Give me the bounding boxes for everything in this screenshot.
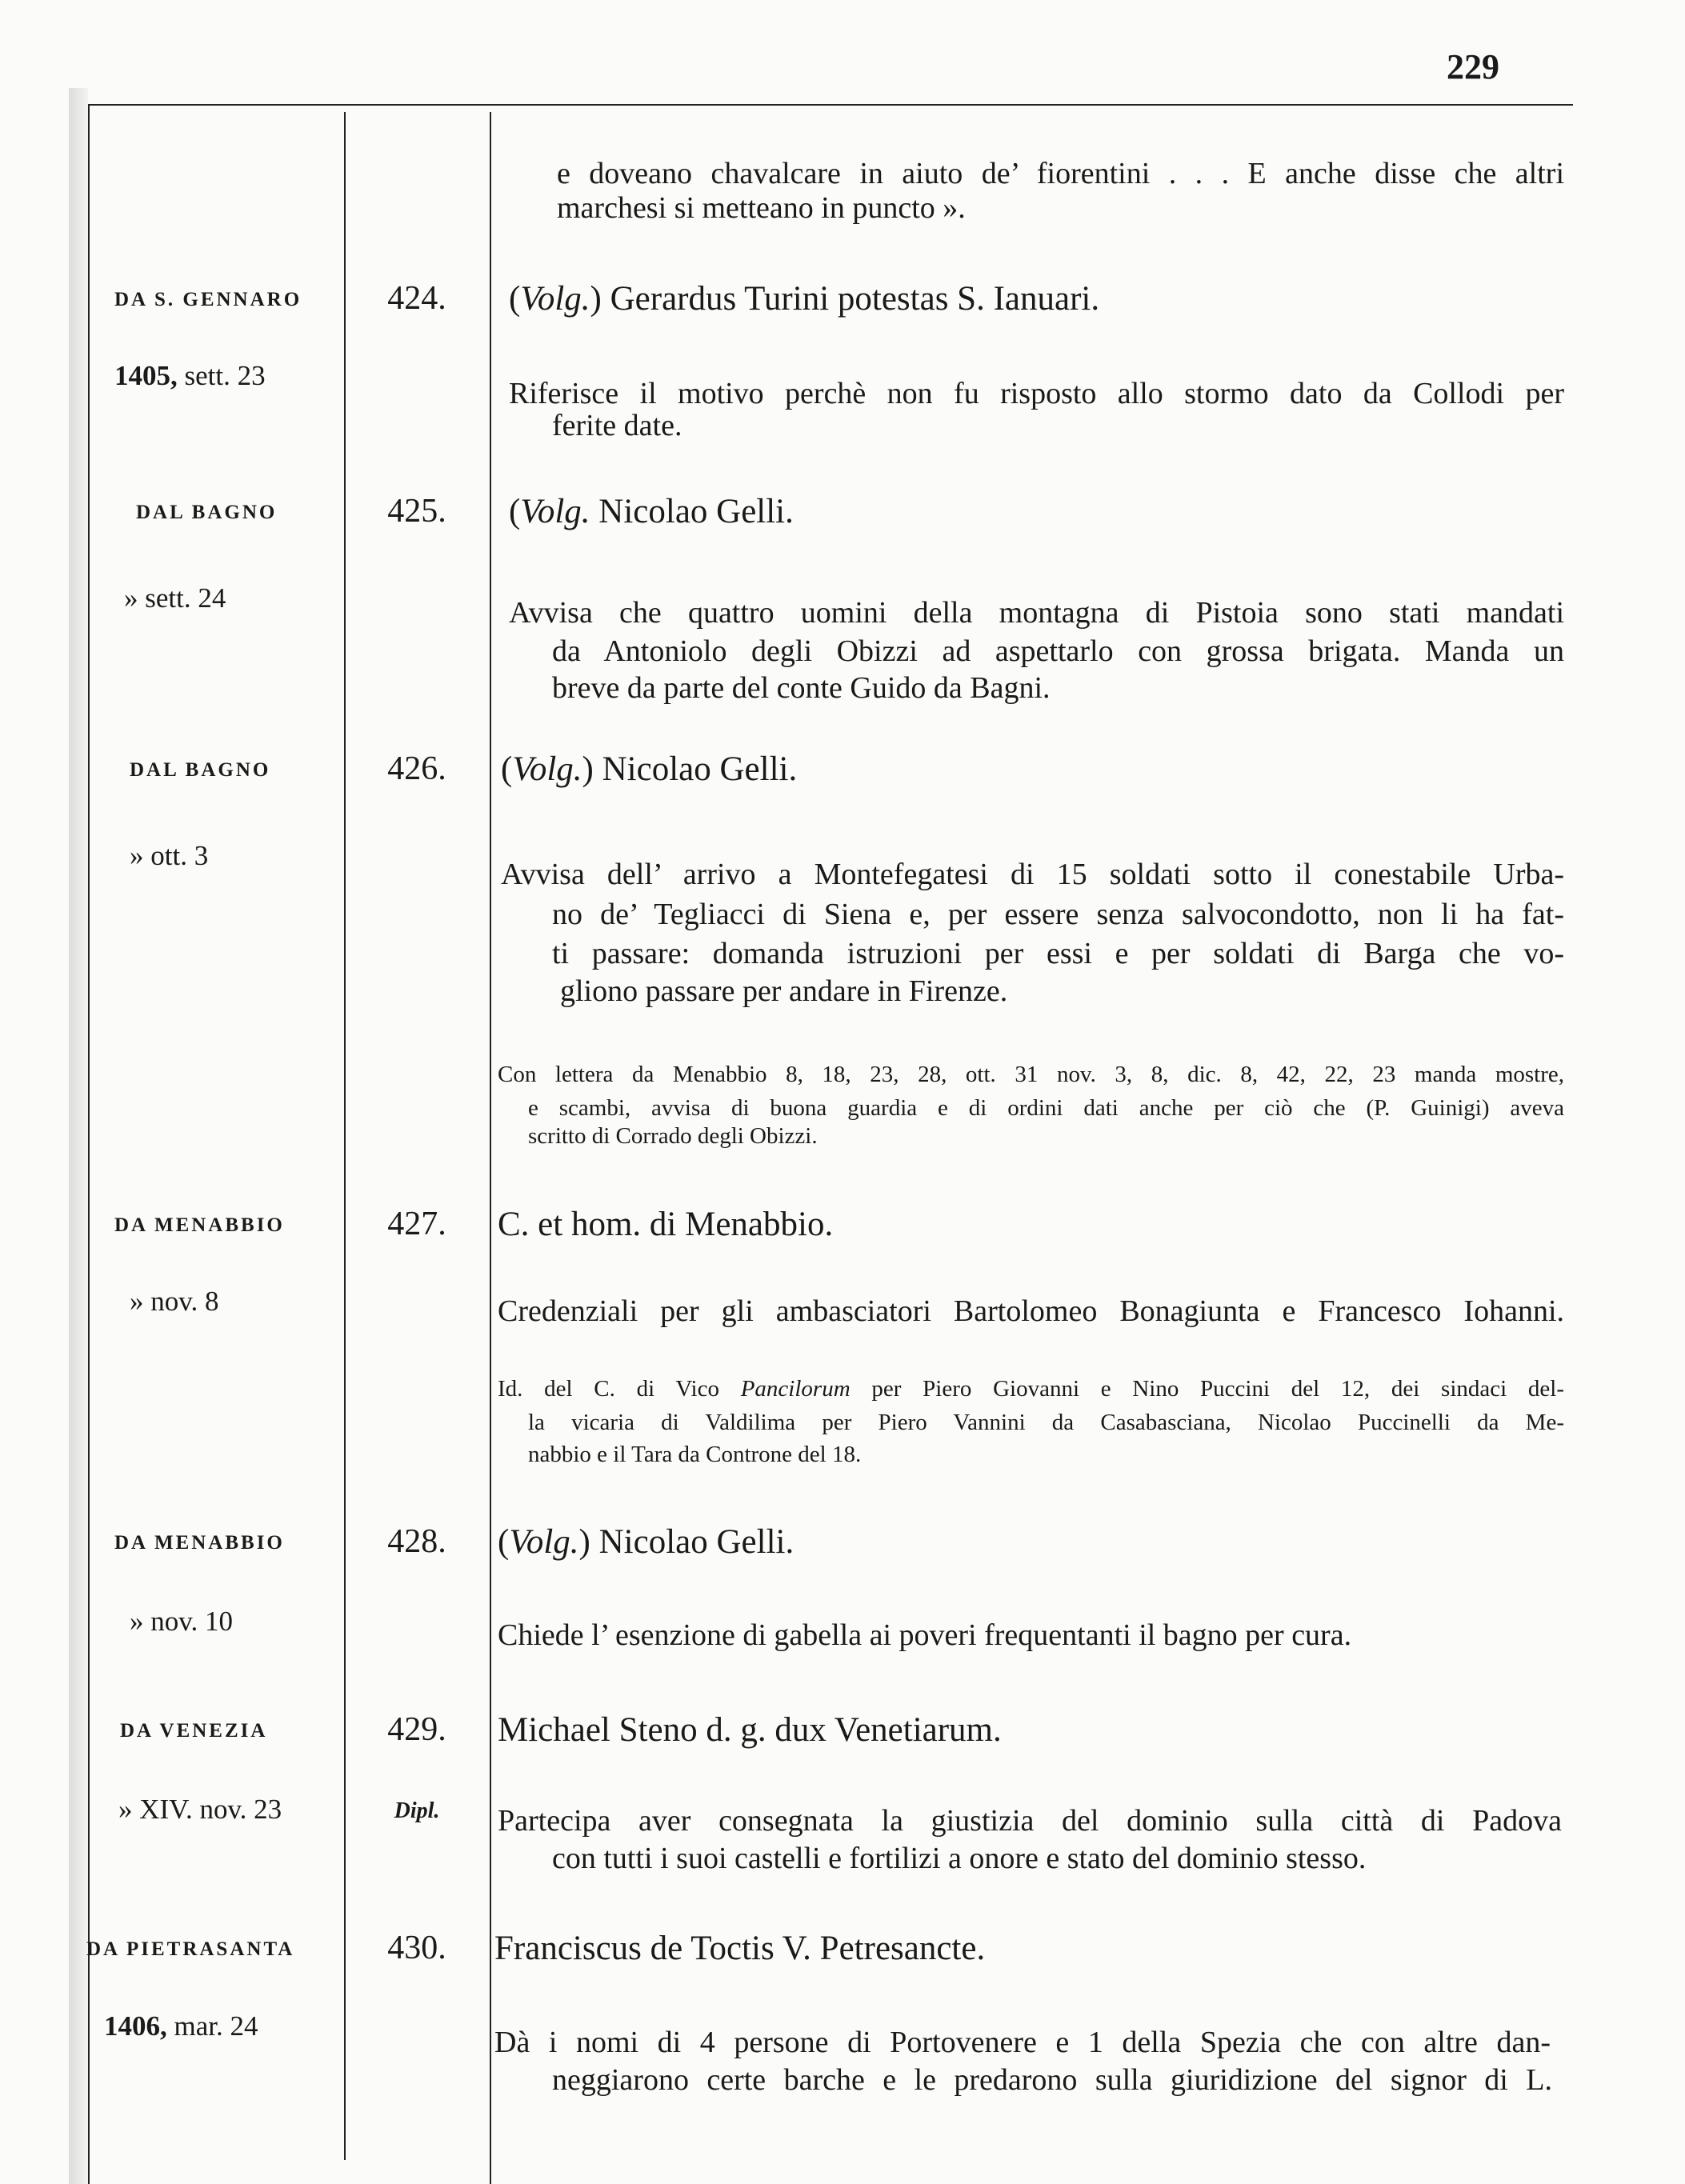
entry-heading: (Volg.) Gerardus Turini potestas S. Ianuari. [509,280,1100,318]
entry-note-line: Con lettera da Menabbio 8, 18, 23, 28, ott. 31 nov. 3, 8, dic. 8, 42, 22, 23 manda mostre, [498,1062,1564,1087]
entry-desc-line: Avvisa dell’ arrivo a Montefegatesi di 15 soldati sotto il conestabile Urba- [501,858,1564,891]
entry-place: DAL BAGNO [136,502,278,523]
entry-date: » XIV. nov. 23 [118,1794,282,1825]
entry-date: » sett. 24 [124,582,226,614]
entry-note-line: nabbio e il Tara da Controne del 18. [528,1442,862,1467]
entry-date: » nov. 10 [130,1606,233,1637]
entry-place: DA MENABBIO [114,1214,285,1236]
column-line-left [88,104,90,2184]
intro-line: e doveano chavalcare in aiuto de’ fiorentini . . . E anche disse che altri [557,157,1564,190]
entry-heading: (Volg.) Nicolao Gelli. [498,1523,794,1561]
entry-date: » nov. 8 [130,1286,219,1317]
entry-place: DA S. GENNARO [114,289,302,310]
entry-note-line: Id. del C. di Vico Pancilorum per Piero Giovanni e Nino Puccini del 12, dei sindaci del- [498,1376,1564,1402]
entry-desc-line: gliono passare per andare in Firenze. [560,974,1008,1008]
entry-desc-line: Riferisce il motivo perchè non fu risposto allo stormo dato da Collodi per [509,377,1564,410]
entry-number: 425. [387,493,446,530]
entry-number: 424. [387,280,446,317]
entry-number: 428. [387,1523,446,1560]
entry-desc-line: Credenziali per gli ambasciatori Bartolomeo Bonagiunta e Francesco Iohanni. [498,1294,1564,1328]
entry-number: 430. [387,1930,446,1966]
top-rule [88,104,1573,106]
entry-desc-line: ferite date. [552,409,682,442]
entry-number: 427. [387,1206,446,1242]
scan-shadow [69,88,88,2184]
entry-place: DAL BAGNO [130,759,271,781]
column-line-middle [344,112,346,2160]
entry-desc-line: neggiarono certe barche e le predarono sulla giuridizione del signor di L. [552,2063,1552,2097]
entry-heading: Franciscus de Toctis V. Petresancte. [494,1930,986,1967]
entry-note-line: e scambi, avvisa di buona guardia e di ordini dati anche per ciò che (P. Guinigi) aveva [528,1095,1564,1121]
entry-heading: (Volg.) Nicolao Gelli. [501,750,798,788]
intro-line: marchesi si metteano in puncto ». [557,191,966,225]
entry-kind: Dipl. [394,1798,440,1823]
entry-date: 1406, mar. 24 [104,2010,258,2042]
entry-heading: C. et hom. di Menabbio. [498,1206,834,1243]
entry-desc-line: Chiede l’ esenzione di gabella ai poveri frequentanti il bagno per cura. [498,1618,1352,1652]
page-number: 229 [1447,47,1499,86]
entry-number: 426. [387,750,446,787]
entry-desc-line: Partecipa aver consegnata la giustizia del dominio sulla città di Padova [498,1804,1562,1838]
entry-desc-line: no de’ Tegliacci di Siena e, per essere senza salvocondotto, non li ha fat- [552,898,1564,931]
entry-desc-line: con tutti i suoi castelli e fortilizi a onore e stato del dominio stesso. [552,1842,1367,1875]
entry-desc-line: da Antoniolo degli Obizzi ad aspettarlo con grossa brigata. Manda un [552,634,1564,668]
entry-date: » ott. 3 [130,840,209,871]
entry-place: DA MENABBIO [114,1532,285,1554]
entry-date: 1405, sett. 23 [114,360,266,391]
entry-heading: Michael Steno d. g. dux Venetiarum. [498,1711,1002,1749]
entry-note-line: scritto di Corrado degli Obizzi. [528,1123,818,1149]
entry-desc-line: ti passare: domanda istruzioni per essi e per soldati di Barga che vo- [552,937,1564,970]
column-line-right [490,112,491,2184]
entry-place: DA PIETRASANTA [86,1938,295,1960]
entry-heading: (Volg. Nicolao Gelli. [509,493,794,530]
entry-number: 429. [387,1711,446,1748]
entry-desc-line: Avvisa che quattro uomini della montagna di Pistoia sono stati mandati [509,596,1564,630]
entry-place: DA VENEZIA [120,1720,268,1742]
entry-desc-line: breve da parte del conte Guido da Bagni. [552,671,1051,705]
entry-note-line: la vicaria di Valdilima per Piero Vannini da Casabasciana, Nicolao Puccinelli da Me- [528,1410,1564,1435]
entry-desc-line: Dà i nomi di 4 persone di Portovenere e 1 della Spezia che con altre dan- [494,2026,1551,2059]
